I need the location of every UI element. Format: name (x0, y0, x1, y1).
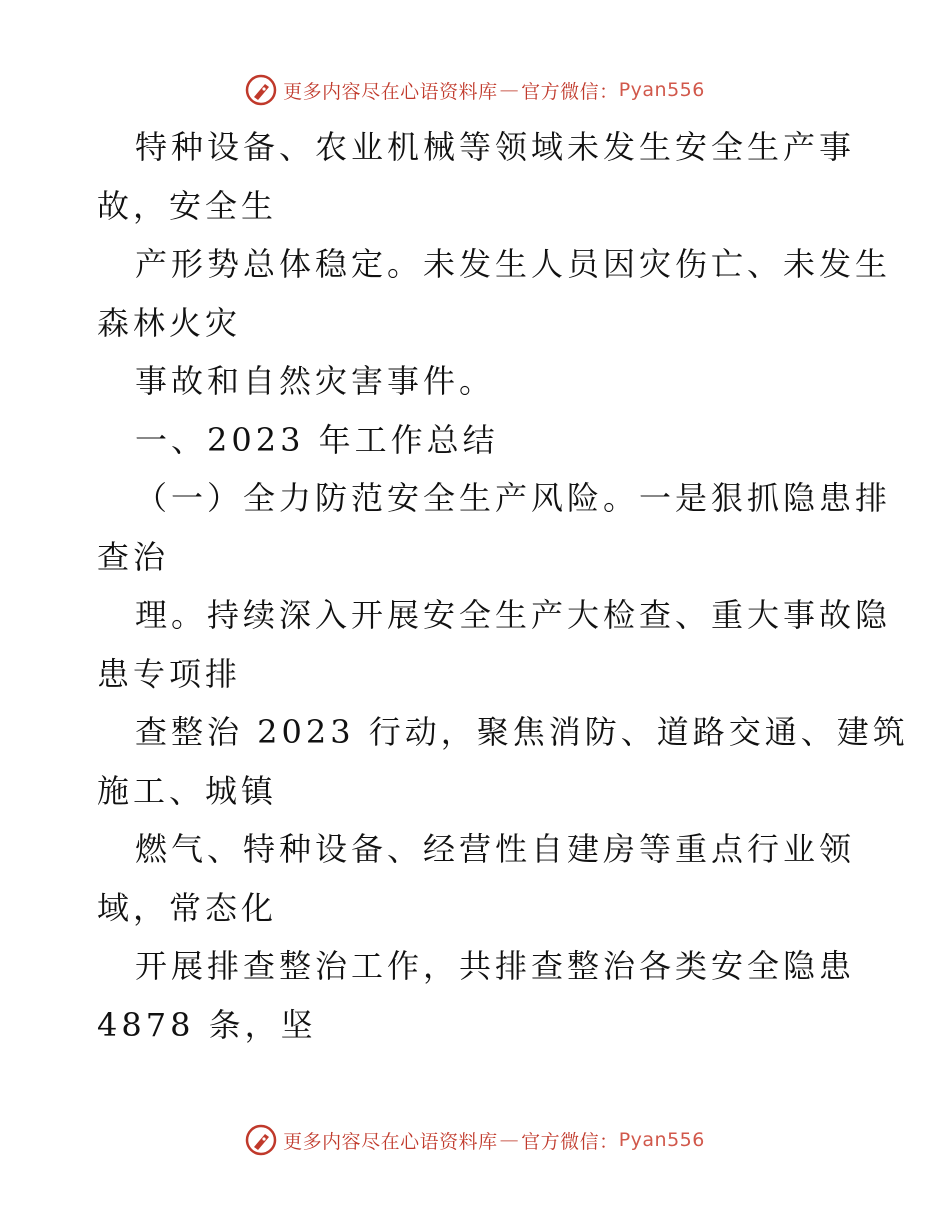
text-line-4: 森林火灾 (97, 303, 242, 342)
watermark-account: Pyan556 (618, 1129, 705, 1151)
text-line-5: 事故和自然灾害事件。 (135, 362, 496, 400)
watermark-text: 更多内容尽在心语资料库 (283, 80, 498, 103)
text-line-9: 理。持续深入开展安全生产大检查、重大事故隐 (135, 596, 892, 634)
section-heading: 一、2023 年工作总结 (135, 420, 499, 459)
text-line-11: 查整治 2023 行动，聚焦消防、道路交通、建筑 (135, 713, 909, 751)
document-body (97, 118, 909, 1054)
watermark-dash: — (499, 79, 520, 101)
watermark-dash: — (499, 1129, 520, 1151)
watermark-official: 官方微信： (521, 80, 619, 103)
watermark-official: 官方微信： (521, 1130, 619, 1153)
watermark-footer (0, 1122, 950, 1158)
text-line-3: 产形势总体稳定。未发生人员因灾伤亡、未发生 (135, 245, 892, 283)
text-line-2: 故，安全生 (97, 186, 278, 225)
text-line-1: 特种设备、农业机械等领域未发生安全生产事 (135, 128, 856, 166)
text-line-10: 患专项排 (97, 654, 242, 693)
pen-nib-logo-icon (245, 1124, 277, 1156)
text-line-12: 施工、城镇 (97, 771, 278, 810)
text-line-15: 开展排查整治工作，共排查整治各类安全隐患 (135, 947, 856, 985)
text-line-16: 4878 条，坚 (97, 1005, 317, 1044)
watermark-account: Pyan556 (618, 79, 705, 101)
text-line-8: 查治 (97, 537, 170, 576)
text-line-14: 域，常态化 (97, 888, 278, 927)
text-line-13: 燃气、特种设备、经营性自建房等重点行业领 (135, 830, 856, 868)
pen-nib-logo-icon (245, 74, 277, 106)
watermark-header (0, 72, 950, 108)
text-line-7: （一）全力防范安全生产风险。一是狠抓隐患排 (135, 479, 892, 517)
watermark-text: 更多内容尽在心语资料库 (283, 1130, 498, 1153)
